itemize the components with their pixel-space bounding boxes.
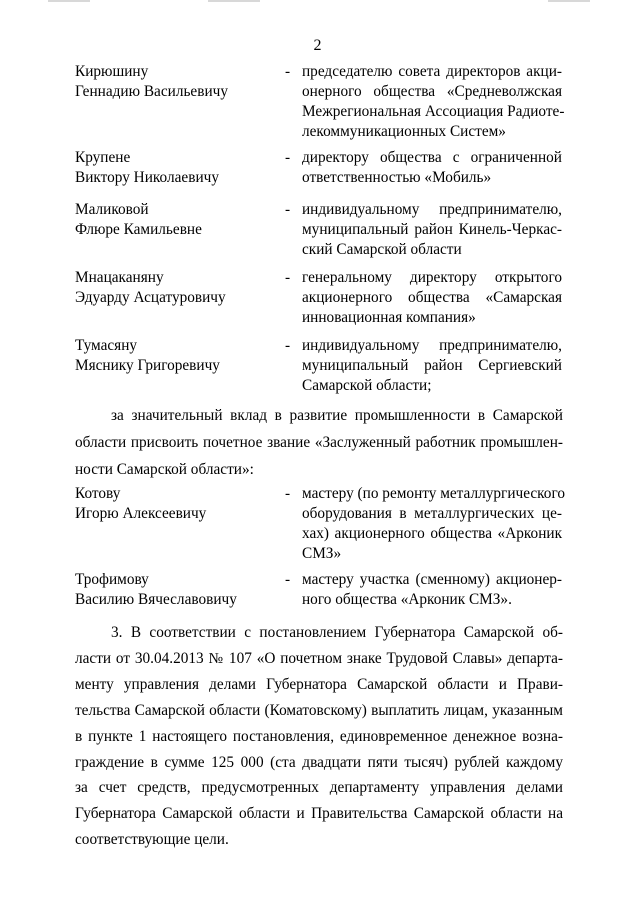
recipient-position-line: муниципальный район Кинель-Черкас- bbox=[302, 221, 562, 238]
recipient-position-line: акционерного общества «Самарская bbox=[302, 289, 562, 306]
paragraph-line: тельства Самарской области (Коматовскому) выплатить лицам, указанным bbox=[75, 701, 563, 719]
list-dash: - bbox=[285, 571, 291, 588]
recipient-name-line: Виктору Николаевичу bbox=[75, 169, 219, 186]
recipient-position-line: индивидуальному предпринимателю, bbox=[302, 337, 562, 354]
recipient-position-line: ответственностью «Мобиль» bbox=[302, 169, 492, 186]
paragraph-line: граждение в сумме 125 000 (ста двадцати пяти тысяч) рублей каждому bbox=[75, 753, 563, 771]
recipient-name-line: Кирюшину bbox=[75, 63, 149, 80]
recipient-position bbox=[302, 148, 562, 188]
recipient-name-line: Игорю Алексеевичу bbox=[75, 505, 207, 522]
list-dash: - bbox=[285, 485, 291, 502]
list-dash: - bbox=[285, 63, 291, 80]
recipient-name-line: Тумасяну bbox=[75, 337, 138, 354]
recipient-position-line: хах) акционерного общества «Арконик bbox=[302, 525, 562, 542]
recipient-name-line: Мяснику Григоревичу bbox=[75, 357, 220, 374]
recipient-name bbox=[75, 570, 275, 610]
paragraph-line: менту управления делами Губернатора Самарской области и Прави- bbox=[75, 675, 563, 693]
recipient-position-line: председателю совета директоров акци- bbox=[302, 63, 562, 80]
recipient-name-line: Маликовой bbox=[75, 201, 149, 218]
recipient-position-line: директору общества с ограниченной bbox=[302, 149, 562, 166]
recipient-name bbox=[75, 484, 275, 524]
clause-3-paragraph bbox=[75, 620, 563, 853]
recipient-name-line: Геннадию Васильевичу bbox=[75, 83, 228, 100]
recipient-name bbox=[75, 268, 275, 308]
recipient-position-line: мастеру (по ремонту металлургического bbox=[302, 485, 565, 502]
paragraph-line: за значительный вклад в развитие промышленности в Самарской bbox=[111, 407, 563, 424]
recipient-position-line: СМЗ» bbox=[302, 545, 342, 562]
recipient-position-line: Межрегиональная Ассоциация Радиоте- bbox=[302, 103, 565, 120]
recipient-name-line: Трофимову bbox=[75, 571, 149, 588]
recipient-position-line: индивидуальному предпринимателю, bbox=[302, 201, 562, 218]
recipient-position-line: онерного общества «Средневолжская bbox=[302, 83, 562, 100]
scan-edge-mark bbox=[548, 0, 590, 2]
recipient-name bbox=[75, 336, 275, 376]
recipient-name bbox=[75, 148, 275, 188]
recipient-name bbox=[75, 200, 275, 240]
paragraph-line: в пункте 1 настоящего постановления, единовременное денежное возна- bbox=[75, 727, 563, 745]
recipient-name-line: Эдуарду Асцатуровичу bbox=[75, 289, 226, 306]
recipient-position-line: муниципальный район Сергиевский bbox=[302, 357, 562, 374]
recipient-position-line: ский Самарской области bbox=[302, 241, 462, 258]
list-dash: - bbox=[285, 269, 291, 286]
recipient-name bbox=[75, 62, 275, 102]
recipient-position-line: мастеру участка (сменному) акционер- bbox=[302, 571, 562, 588]
recipient-position bbox=[302, 62, 565, 142]
recipient-position bbox=[302, 484, 565, 564]
page-number: 2 bbox=[313, 37, 322, 54]
recipient-name-line: Флюре Камильевне bbox=[75, 221, 202, 238]
recipient-position-line: оборудования в металлургических це- bbox=[302, 505, 562, 522]
recipient-position-line: инновационная компания» bbox=[302, 309, 476, 326]
recipient-position-line: генеральному директору открытого bbox=[302, 269, 562, 286]
scan-edge-mark bbox=[208, 0, 260, 2]
recipient-position bbox=[302, 336, 562, 396]
recipient-name-line: Василию Вячеславовичу bbox=[75, 591, 237, 608]
recipient-name-line: Мнацаканяну bbox=[75, 269, 164, 286]
paragraph-line: Губернатора Самарской области и Правительства Самарской области на bbox=[75, 805, 563, 823]
paragraph-line: ласти от 30.04.2013 № 107 «О почетном знаке Трудовой Славы» департа- bbox=[75, 649, 563, 667]
recipient-name-line: Котову bbox=[75, 485, 121, 502]
list-dash: - bbox=[285, 201, 291, 218]
recipient-position bbox=[302, 268, 562, 328]
paragraph-line: соответствующие цели. bbox=[75, 831, 229, 849]
paragraph-line: 3. В соответствии с постановлением Губернатора Самарской об- bbox=[111, 624, 563, 641]
list-dash: - bbox=[285, 149, 291, 166]
scan-edge-mark bbox=[48, 0, 90, 2]
paragraph-line: ности Самарской области»: bbox=[75, 461, 254, 478]
recipient-name-line: Крупене bbox=[75, 149, 131, 166]
paragraph-line: за счет средств, предусмотренных департаменту управления делами bbox=[75, 779, 563, 797]
list-dash: - bbox=[285, 337, 291, 354]
recipient-position-line: лекоммуникационных Систем» bbox=[302, 123, 506, 140]
award-paragraph bbox=[75, 402, 563, 483]
recipient-position bbox=[302, 570, 562, 610]
paragraph-line: области присвоить почетное звание «Заслуженный работник промышлен- bbox=[75, 434, 563, 451]
recipient-position-line: Самарской области; bbox=[302, 377, 432, 394]
recipient-position-line: ного общества «Арконик СМЗ». bbox=[302, 591, 512, 608]
recipient-position bbox=[302, 200, 562, 260]
